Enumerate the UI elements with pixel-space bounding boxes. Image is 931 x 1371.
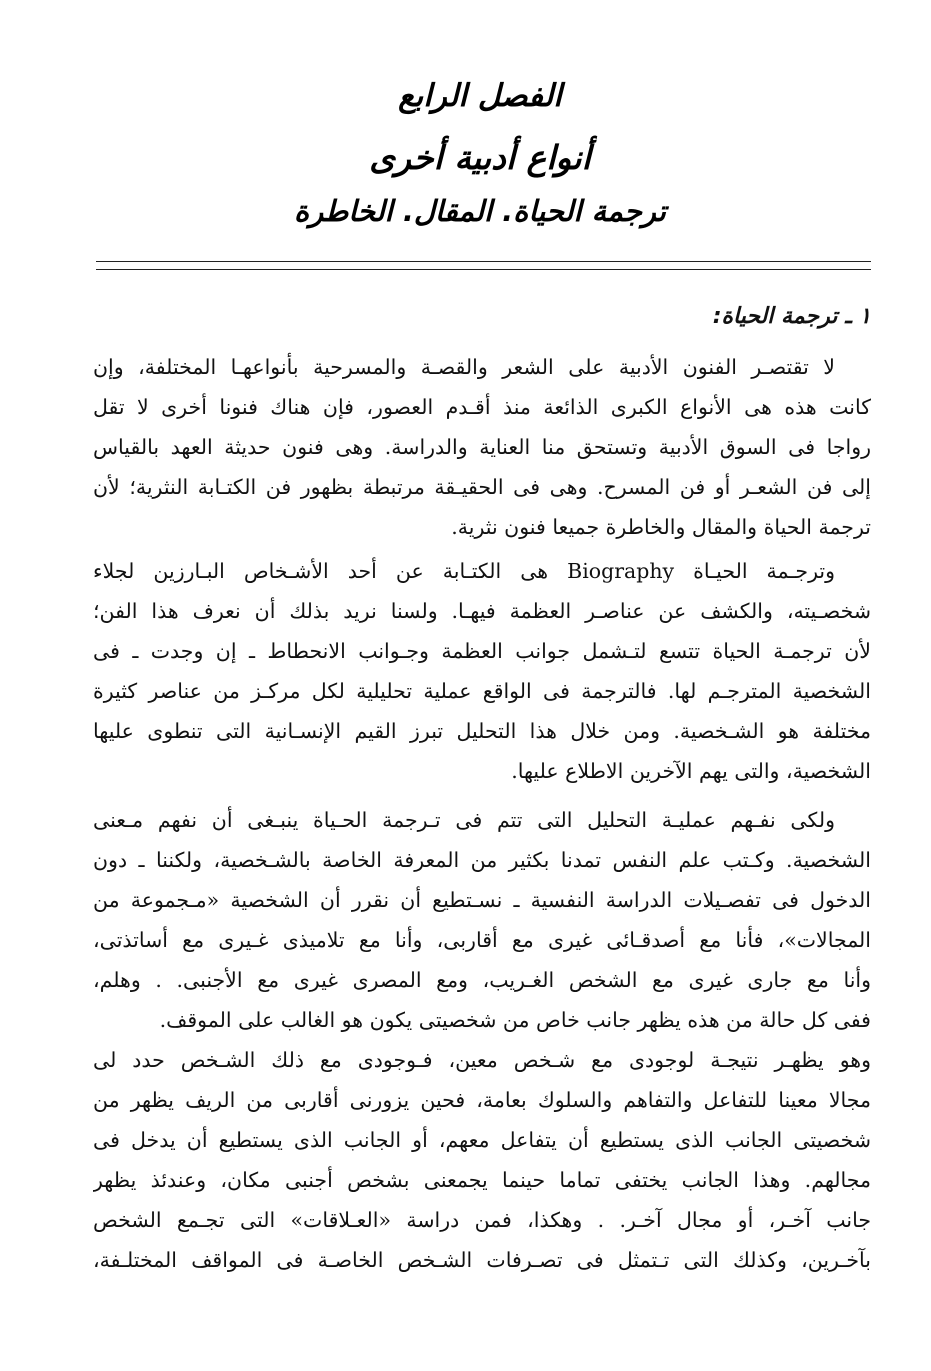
- text-line: إلى فن الشعـر أو فن المسرح. وهى فى الحقيـقة مرتبطة بظهور فن الكتـابة النثرية؛ لأن: [93, 475, 871, 499]
- text-line: شخصـيته، والكشف عن عناصـر العظمة فيهـا. ولسنا نريد بذلك أن نعرف هذا الفن؛: [93, 599, 871, 623]
- text-line: رواجا فى السوق الأدبية وتستحق منا العناية والدراسة. وهى فنون حديثة العهد بالقياس: [93, 435, 871, 459]
- double-rule-bottom: [96, 269, 871, 270]
- text-line: لا تقتصـر الفنون الأدبية على الشعر والقصـة والمسرحية بأنواعهـا المختلفة، وإن: [93, 355, 835, 379]
- paragraph-3: [93, 800, 871, 1280]
- text-line: وهو يظهـر نتيجـة لوجودى مع شـخص معين، فـوجودى مع ذلك الشـخص حدد لى: [93, 1048, 871, 1072]
- text-line: شخصيتى الجانب الذى يستطيع أن يتفاعل معهم، أو الجانب الذى يستطيع أن يدخل فى: [93, 1128, 871, 1152]
- double-rule-top: [96, 261, 871, 262]
- section-title: ١ ـ ترجمة الحياة:: [712, 304, 871, 329]
- text-line: مختلفة هو الشـخصية. ومن خلال هذا التحليل تبرز القيم الإنسـانية التى تنطوى عليها: [93, 719, 871, 743]
- text-line: وترجـمة الحيـاة Biography هى الكتـابة عن أحد الأشـخاص البـارزين لجلاء: [93, 559, 835, 583]
- chapter-title: أنواع أدبية أخرى: [369, 138, 591, 177]
- text-line: ففى كل حالة من هذه يظهر جانب خاص من شخصيتى يكون هو الغالب على الموقف.: [159, 1008, 871, 1032]
- text-line: وأنا مع جارى غيرى مع الشخص الغـريب، ومع المصرى غيرى مع الأجنبى. . وهلم،: [93, 968, 871, 992]
- paragraph-1: [93, 347, 871, 547]
- text-line: بآخـرين، وكذلك التى تـتمثل فى تصـرفات الشـخص الخاصـة فى المواقف المختلـفة،: [93, 1248, 871, 1272]
- text-line: الدخول فى تفصـيلات الدراسة النفسية ـ نسـتطيع أن نقرر أن الشخصية «مـجموعة من: [93, 888, 871, 912]
- text-line: جانب آخـر، أو مجال آخـر. . وهكذا، فمن دراسة «العـلاقات» التى تجـمع الشخص: [93, 1208, 871, 1232]
- text-line: كانت هذه هى الأنواع الكبرى الذائعة منذ أقـدم العصور، فإن هناك فنونا أخرى لا تقل: [93, 395, 871, 419]
- text-line: المجالات»، فأنا مع أصدقـائى غيرى مع أقاربى، وأنا مع تلاميذى غـيرى مع أساتذتى،: [93, 928, 871, 952]
- text-line: الشخصية. وكـتب علم النفس تمدنا بكثير من المعرفة الخاصة بالشـخصية، ولكننا ـ دون: [93, 848, 871, 872]
- text-line: ولكى نفـهم عمليـة التحليل التى تتم فى تـرجمة الحـياة ينبـغى أن نفهم مـعنى: [93, 808, 835, 832]
- text-line: ترجمة الحياة والمقال والخاطرة جميعا فنون نثرية.: [451, 515, 871, 539]
- chapter-subtitle: ترجمة الحياة. المقال. الخاطرة: [294, 194, 666, 228]
- text-line: الشخصية المترجـم لها. فالترجمة فى الواقع عملية تحليلية لكل مركـز من عناصر كثيرة: [93, 679, 871, 703]
- chapter-heading: الفصل الرابع: [398, 78, 562, 114]
- text-line: لأن ترجمـة الحياة تتسع لتـشمل جوانب العظمة وجـوانب الانحطاط ـ إن وجدت ـ فى: [93, 639, 871, 663]
- text-line: الشخصية، والتى يهم الآخرين الاطلاع عليها.: [511, 759, 871, 783]
- text-line: مجالا معينا للتفاعل والتفاهم والسلوك بعامة، فحين يزورنى أقاربى من الريف يظهر من: [93, 1088, 871, 1112]
- text-line: مجالهم. وهذا الجانب يختفى تماما حينما يجمعنى بشخص أجنبى مكان، وعندئذ يظهر: [93, 1168, 871, 1192]
- paragraph-2: [93, 551, 871, 791]
